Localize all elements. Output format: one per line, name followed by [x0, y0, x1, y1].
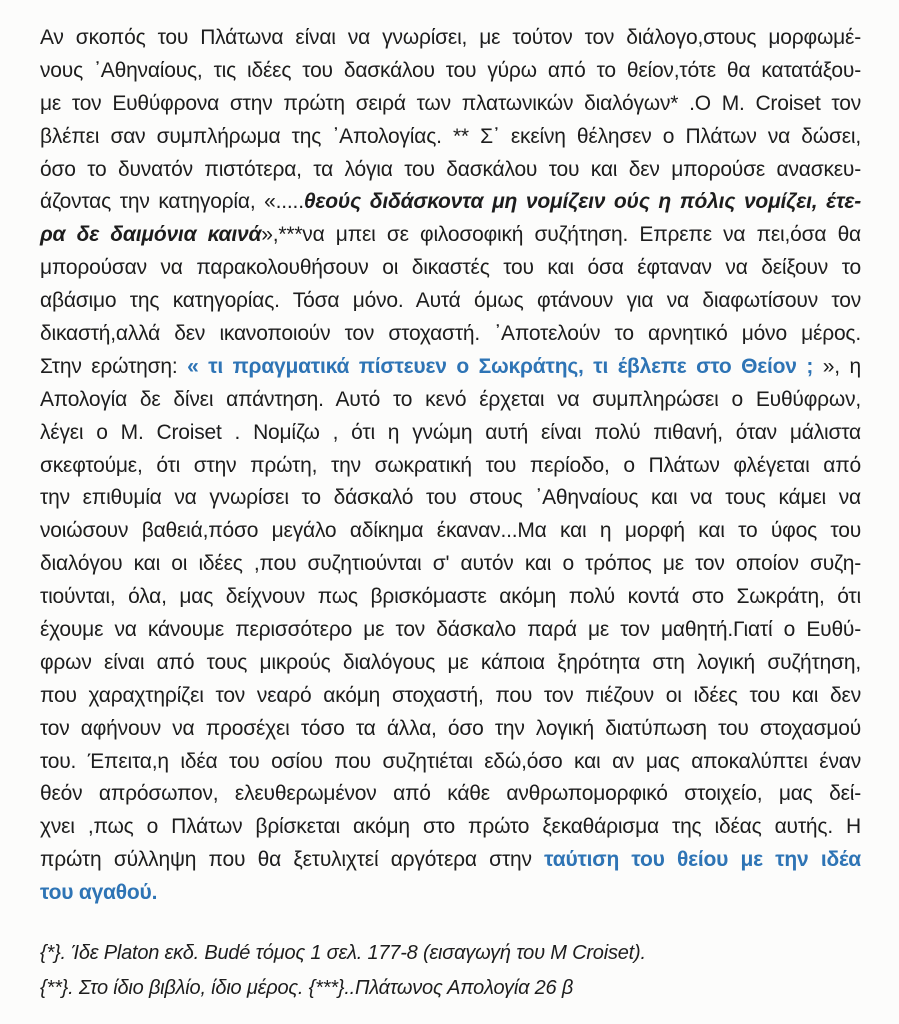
text-segment: πρώτη σύλληψη που θα ξετυλιχτεί αργότερα στην: [40, 848, 545, 872]
text-segment: αβάσιμο της κατηγορίας. Τόσα μόνο. Αυτά όμως φτάνουν για να διαφωτίσουν τον: [40, 289, 861, 313]
body-line: [40, 844, 861, 877]
body-line: [40, 778, 861, 811]
body-line: [40, 450, 861, 483]
body-line: [40, 548, 861, 581]
text-segment: ρα δε δαιμόνια καινά: [40, 223, 262, 247]
text-segment: του. Έπειτα,η ιδέα του οσίου που συζητιέται εδώ,όσο και αν μας αποκαλύπτει έναν: [40, 749, 861, 773]
body-line: [40, 614, 861, 647]
text-segment: {*}. Ίδε Platon εκδ. Budé τόμος 1 σελ. 177-8 (εισαγωγή του Μ Croiset).: [40, 942, 646, 965]
text-segment: τιούνται, όλα, μας δείχνουν πως βρισκόμαστε ακόμη πολύ κοντά στο Σωκράτη, ότι: [40, 585, 861, 609]
text-segment: άζοντας την κατηγορία, «.....: [40, 190, 304, 214]
body-line: [40, 252, 861, 285]
text-segment: {**}. Στο ίδιο βιβλίο, ίδιο μέρος. {***}..Πλάτωνος Απολογία 26 β: [40, 977, 574, 1000]
body-line: [40, 154, 861, 187]
body-line: [40, 515, 861, 548]
text-segment: του αγαθού.: [40, 881, 158, 905]
body-line: [40, 417, 861, 450]
text-segment: ταύτιση του θείου με την ιδέα: [544, 848, 861, 872]
text-segment: θεούς διδάσκοντα μη νομίζειν ούς η πόλις νομίζει, έτε-: [303, 190, 861, 214]
text-segment: την επιθυμία να γνωρίσει το δάσκαλό του στους ᾽Αθηναίους και να τους κάμει να: [40, 486, 861, 510]
body-line: [40, 384, 861, 417]
text-segment: βλέπει σαν συμπλήρωμα της ᾽Απολογίας. ** Σ᾽ εκείνη θέλησεν ο Πλάτων να δώσει,: [40, 124, 861, 148]
text-segment: Στην ερώτηση:: [40, 354, 188, 378]
text-segment: νοιώσουν βαθειά,πόσο μεγάλο αδίκημα έκαναν...Μα και η μορφή και το ύφος του: [40, 519, 861, 543]
footnotes: [40, 936, 861, 1006]
body-line: [40, 186, 861, 219]
body-text: [40, 22, 861, 910]
text-segment: που χαραχτηρίζει τον νεαρό ακόμη στοχαστή, που τον πιέζουν οι ιδέες του και δεν: [40, 683, 861, 707]
text-segment: έχουμε να κάνουμε περισσότερο με τον δάσκαλο παρά με τον μαθητή.Γιατί ο Ευθύ-: [40, 618, 861, 642]
text-segment: δικαστή,αλλά δεν ικανοποιούν τον στοχαστή. ᾽Αποτελούν το αρνητικό μόνο μέρος.: [40, 322, 861, 346]
text-segment: διαλόγου και οι ιδέες ,που συζητιούνται σ' αυτόν και ο τρόπος με τον οποίον συζη-: [40, 552, 861, 576]
body-line: [40, 285, 861, 318]
text-segment: τον αφήνουν να προσέχει τόσο τα άλλα, όσο την λογική διατύπωση του στοχασμού: [40, 716, 861, 740]
text-segment: Αν σκοπός του Πλάτωνα είναι να γνωρίσει, με τούτον τον διάλογο,στους μορφωμέ-: [40, 26, 861, 49]
body-line: [40, 351, 861, 384]
body-line: [40, 811, 861, 844]
body-line: [40, 647, 861, 680]
footnote-line: [40, 971, 861, 1006]
body-line: [40, 680, 861, 713]
body-line: [40, 88, 861, 121]
body-line: [40, 482, 861, 515]
text-segment: λέγει ο Μ. Croiset . Νομίζω , ότι η γνώμη αυτή είναι πολύ πιθανή, όταν μάλιστα: [40, 420, 861, 444]
body-line: [40, 55, 861, 88]
text-segment: »,***να μπει σε φιλοσοφική συζήτηση. Επρεπε να πει,όσα θα: [261, 223, 861, 247]
body-line: [40, 581, 861, 614]
body-line: [40, 22, 861, 55]
text-segment: σκεφτούμε, ότι στην πρώτη, την σωκρατική του περίοδο, ο Πλάτων φλέγεται από: [40, 453, 861, 477]
text-segment: όσο το δυνατόν πιστότερα, τα λόγια του δασκάλου του και δεν μπορούσε ανασκευ-: [40, 157, 861, 181]
body-line: [40, 318, 861, 351]
text-segment: μπορούσαν να παρακολουθήσουν οι δικαστές του και όσα έφταναν να δείξουν το: [40, 256, 861, 280]
body-line: [40, 219, 861, 252]
body-line: [40, 877, 861, 910]
text-segment: Απολογία δε δίνει απάντηση. Αυτό το κενό έρχεται να συμπληρώσει ο Ευθύφρων,: [40, 387, 861, 411]
body-line: [40, 121, 861, 154]
text-segment: νους ᾽Αθηναίους, τις ιδέες του δασκάλου του γύρω από το θείον,τότε θα κατατάξου-: [40, 58, 861, 82]
text-segment: « τι πραγματικά πίστευεν ο Σωκράτης, τι έβλεπε στο Θείον ;: [187, 354, 823, 378]
text-segment: φρων είναι από τους μικρούς διαλόγους με κάποια ξηρότητα στη λογική συζήτηση,: [40, 650, 861, 674]
text-segment: με τον Ευθύφρονα στην πρώτη σειρά των πλατωνικών διαλόγων* .Ο Μ. Croiset τον: [40, 91, 861, 115]
text-segment: », η: [822, 354, 861, 378]
text-segment: θεόν απρόσωπον, ελευθερωμένον από κάθε ανθρωπομορφικό στοιχείο, μας δεί-: [40, 782, 861, 806]
text-segment: χνει ,πως ο Πλάτων βρίσκεται ακόμη στο πρώτο ξεκαθάρισμα της ιδέας αυτής. Η: [40, 815, 861, 839]
body-line: [40, 746, 861, 779]
body-line: [40, 713, 861, 746]
footnote-line: [40, 936, 861, 971]
